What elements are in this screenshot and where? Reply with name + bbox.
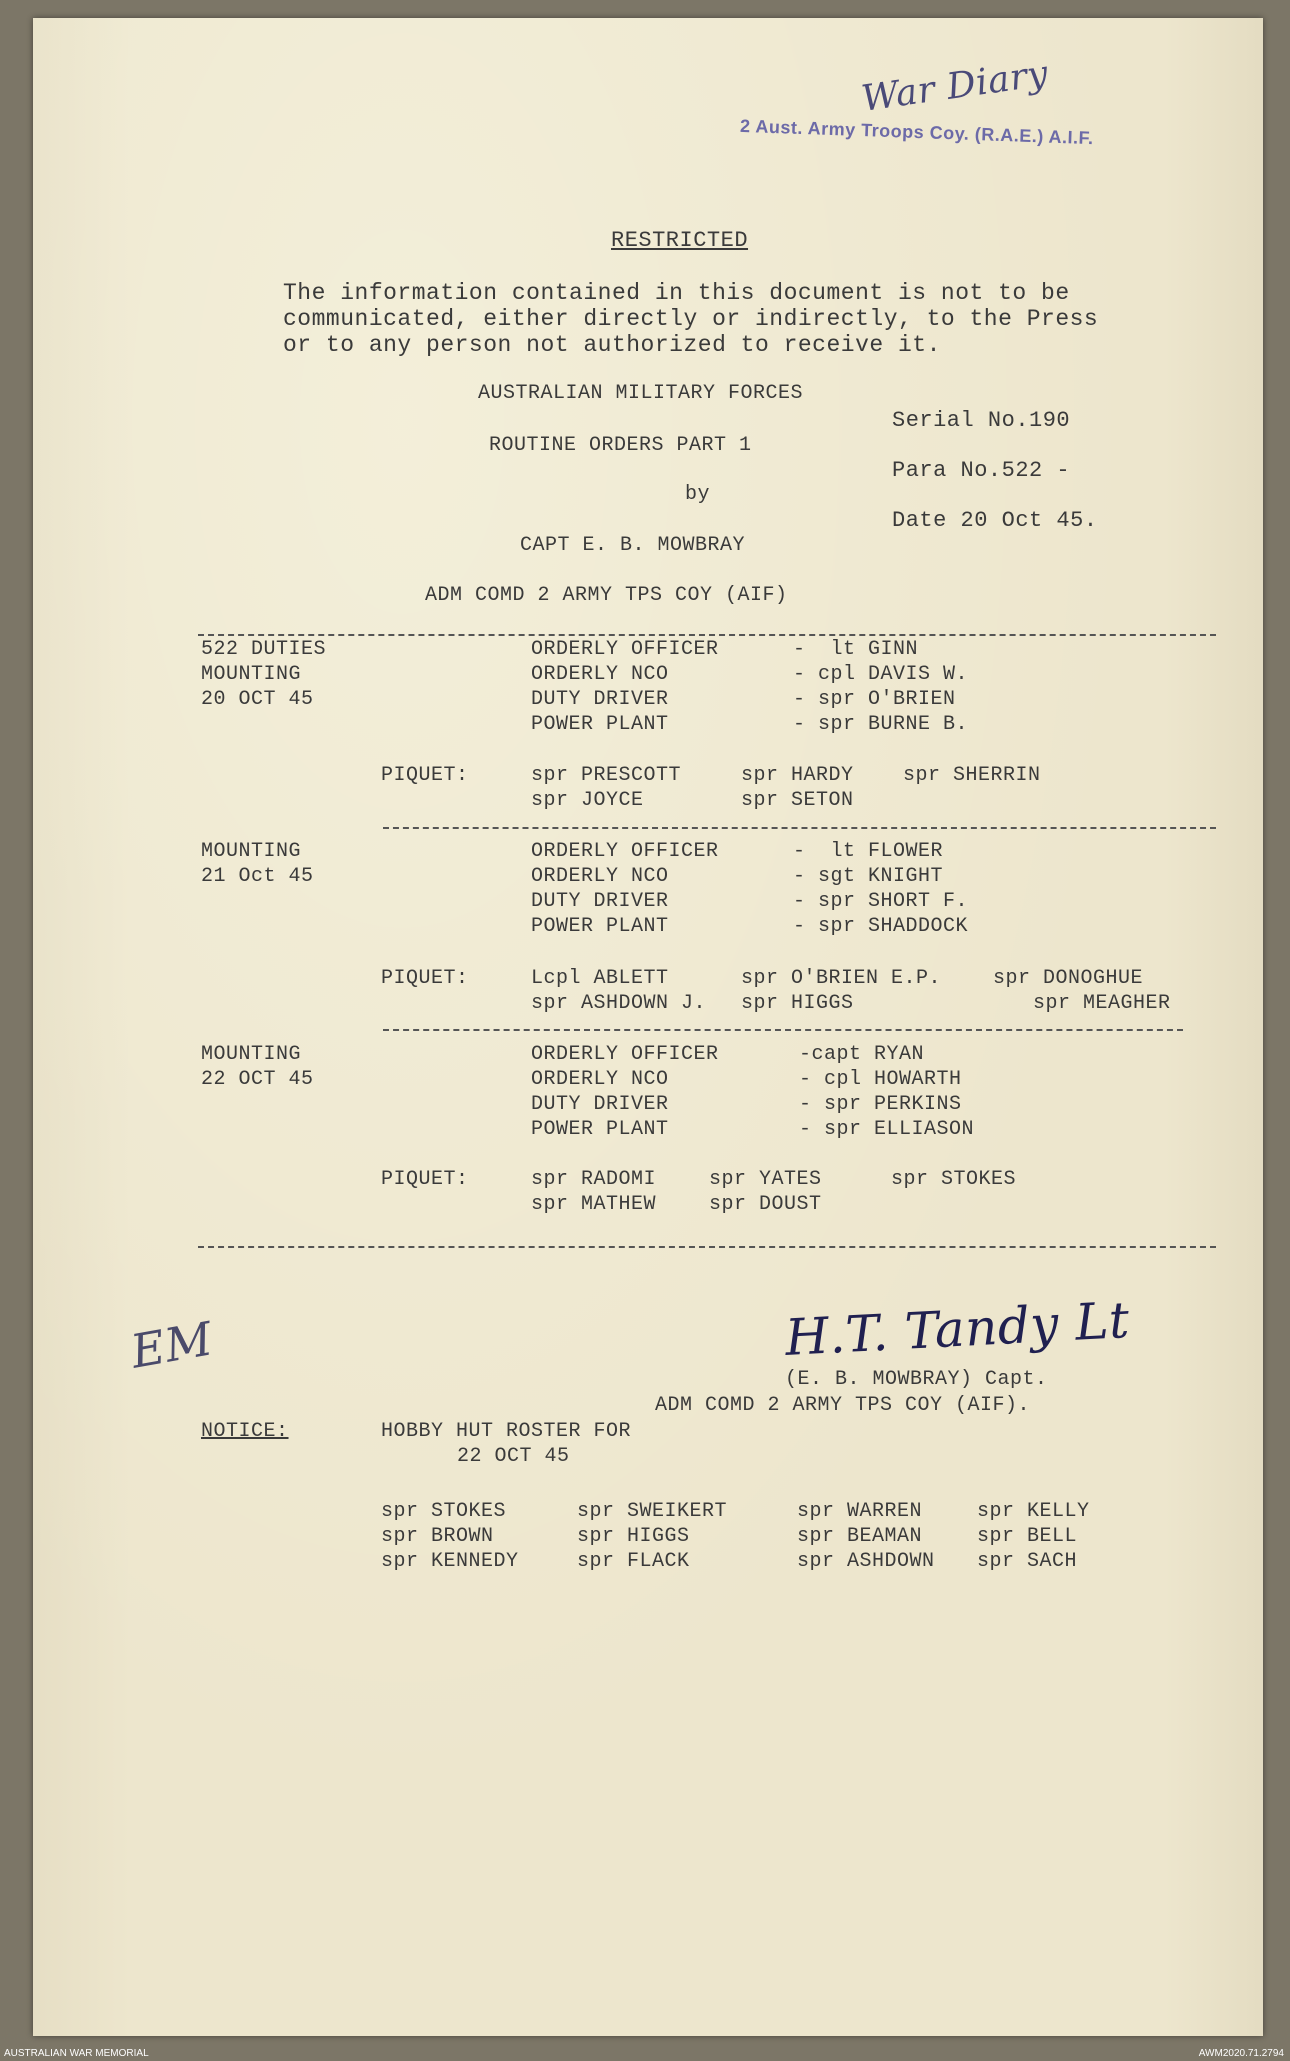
roster-name: spr SWEIKERT — [577, 1500, 728, 1523]
duty-person: - spr BURNE B. — [793, 713, 969, 736]
duty-person: - spr SHORT F. — [793, 890, 969, 913]
duty-role: DUTY DRIVER — [531, 890, 669, 913]
piquet-name: spr HIGGS — [741, 992, 854, 1015]
para-number: Para No.522 - — [892, 458, 1071, 483]
section-3-label-1: MOUNTING — [201, 1043, 302, 1066]
restriction-line-3: or to any person not authorized to receive it. — [283, 332, 941, 358]
duty-role: ORDERLY NCO — [531, 663, 669, 686]
duty-role: ORDERLY OFFICER — [531, 840, 719, 863]
roster-name: spr SACH — [977, 1550, 1078, 1573]
roster-name: spr ASHDOWN — [797, 1550, 935, 1573]
duty-role: ORDERLY OFFICER — [531, 1043, 719, 1066]
duty-person: - cpl HOWARTH — [799, 1068, 962, 1091]
signatory-unit: ADM COMD 2 ARMY TPS COY (AIF). — [655, 1394, 1031, 1417]
piquet-name: spr PRESCOTT — [531, 764, 682, 787]
handwritten-war-diary: War Diary — [859, 53, 1051, 120]
serial-number: Serial No.190 — [892, 408, 1071, 433]
piquet-label: PIQUET: — [381, 764, 469, 787]
force-title: AUSTRALIAN MILITARY FORCES — [478, 382, 804, 405]
piquet-label: PIQUET: — [381, 1168, 469, 1191]
divider-3 — [383, 1029, 1183, 1031]
duty-role: DUTY DRIVER — [531, 1093, 669, 1116]
duty-role: ORDERLY NCO — [531, 1068, 669, 1091]
unit-stamp: 2 Aust. Army Troops Coy. (R.A.E.) A.I.F. — [739, 115, 1094, 149]
duty-person: - sgt KNIGHT — [793, 865, 944, 888]
restricted-heading: RESTRICTED — [611, 228, 749, 253]
piquet-name: spr MATHEW — [531, 1193, 657, 1216]
notice-label: NOTICE: — [201, 1420, 289, 1443]
duty-role: ORDERLY NCO — [531, 865, 669, 888]
duty-person: - cpl DAVIS W. — [793, 663, 969, 686]
duty-role: DUTY DRIVER — [531, 688, 669, 711]
piquet-name: spr SHERRIN — [903, 764, 1041, 787]
divider-1 — [198, 634, 1216, 636]
piquet-name: spr SETON — [741, 789, 854, 812]
duty-person: - spr O'BRIEN — [793, 688, 956, 711]
restriction-line-1: The information contained in this document is not to be — [283, 280, 1070, 306]
section-2-label-1: MOUNTING — [201, 840, 302, 863]
notice-title-1: HOBBY HUT ROSTER FOR — [381, 1420, 632, 1443]
roster-name: spr STOKES — [381, 1500, 507, 1523]
roster-name: spr KELLY — [977, 1500, 1090, 1523]
roster-name: spr HIGGS — [577, 1525, 690, 1548]
piquet-name: spr O'BRIEN E.P. — [741, 967, 942, 990]
section-3-label-2: 22 OCT 45 — [201, 1068, 314, 1091]
piquet-name: spr ASHDOWN J. — [531, 992, 707, 1015]
orders-title: ROUTINE ORDERS PART 1 — [489, 434, 752, 457]
document-page — [33, 18, 1263, 2036]
by-label: by — [685, 483, 711, 506]
piquet-label: PIQUET: — [381, 967, 469, 990]
restriction-line-2: communicated, either directly or indirectly, to the Press — [283, 306, 1099, 332]
signature: H.T. Tandy Lt — [783, 1291, 1132, 1367]
footer-archive-name: AUSTRALIAN WAR MEMORIAL — [4, 2048, 149, 2059]
section-2-label-2: 21 Oct 45 — [201, 865, 314, 888]
duty-person: - spr ELLIASON — [799, 1118, 975, 1141]
piquet-name: spr JOYCE — [531, 789, 644, 812]
roster-name: spr FLACK — [577, 1550, 690, 1573]
order-date: Date 20 Oct 45. — [892, 508, 1098, 533]
duty-person: - spr SHADDOCK — [793, 915, 969, 938]
divider-2 — [383, 827, 1216, 829]
duty-role: POWER PLANT — [531, 713, 669, 736]
piquet-name: spr MEAGHER — [1033, 992, 1171, 1015]
unit-name: ADM COMD 2 ARMY TPS COY (AIF) — [425, 584, 788, 607]
footer-catalogue-number: AWM2020.71.2794 — [1198, 2048, 1284, 2059]
roster-name: spr BELL — [977, 1525, 1078, 1548]
roster-name: spr KENNEDY — [381, 1550, 519, 1573]
divider-4 — [198, 1246, 1216, 1248]
duty-role: POWER PLANT — [531, 915, 669, 938]
section-1-label-2: 20 OCT 45 — [201, 688, 314, 711]
piquet-name: spr RADOMI — [531, 1168, 657, 1191]
piquet-name: spr DOUST — [709, 1193, 822, 1216]
roster-name: spr WARREN — [797, 1500, 923, 1523]
handwritten-initials: EM — [126, 1311, 217, 1379]
piquet-name: spr YATES — [709, 1168, 822, 1191]
duty-person: - lt GINN — [793, 638, 919, 661]
piquet-name: spr DONOGHUE — [993, 967, 1144, 990]
duty-person: - lt FLOWER — [793, 840, 944, 863]
section-1-label-1: MOUNTING — [201, 663, 302, 686]
roster-name: spr BROWN — [381, 1525, 494, 1548]
duty-role: ORDERLY OFFICER — [531, 638, 719, 661]
duty-role: POWER PLANT — [531, 1118, 669, 1141]
duty-person: -capt RYAN — [799, 1043, 925, 1066]
para-heading: 522 DUTIES — [201, 638, 327, 661]
notice-title-2: 22 OCT 45 — [457, 1445, 570, 1468]
piquet-name: Lcpl ABLETT — [531, 967, 669, 990]
duty-person: - spr PERKINS — [799, 1093, 962, 1116]
roster-name: spr BEAMAN — [797, 1525, 923, 1548]
piquet-name: spr STOKES — [891, 1168, 1017, 1191]
officer-name: CAPT E. B. MOWBRAY — [520, 534, 746, 557]
signatory-name: (E. B. MOWBRAY) Capt. — [785, 1368, 1048, 1391]
piquet-name: spr HARDY — [741, 764, 854, 787]
